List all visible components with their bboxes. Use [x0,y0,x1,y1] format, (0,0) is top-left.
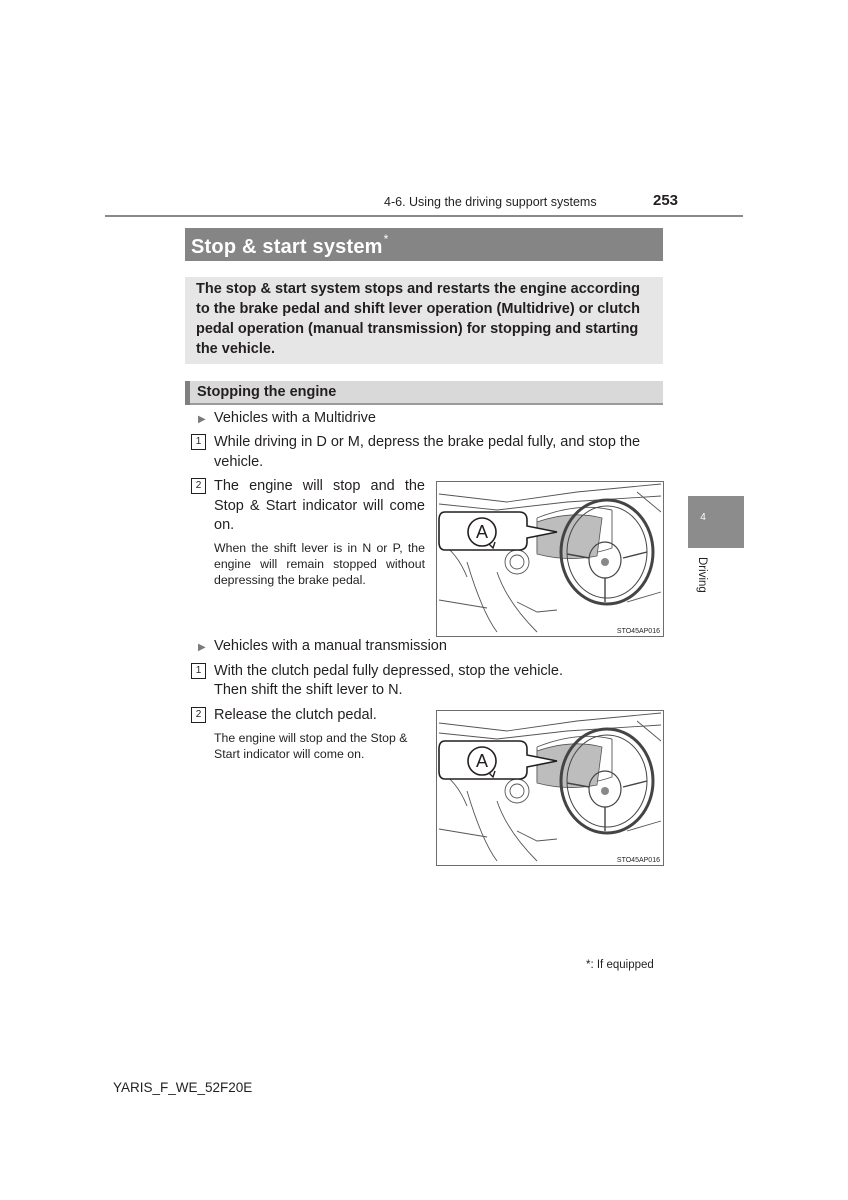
title-text: Stop & start system [191,236,383,258]
manual-step1-cont: Then shift the shift lever to N. [214,682,403,698]
manual-step2: Release the clutch pedal. [214,707,377,723]
document-code: YARIS_F_WE_52F20E [113,1080,253,1095]
triangle-bullet-icon: ▶ [198,414,206,425]
dashboard-drawing [437,711,663,865]
step-number-box: 2 [191,707,206,723]
callout-letter: A [475,751,489,771]
manual-heading: Vehicles with a manual transmission [214,638,447,654]
chapter-label: Driving [696,557,708,593]
multidrive-step2: The engine will stop and the Stop & Start indicator will come on. [214,478,425,533]
running-header: 4-6. Using the driving support systems [384,195,597,209]
dashboard-illustration [436,481,664,637]
intro-text: The stop & start system stops and restarts the engine according to the brake pedal and shift lever operation (Multidrive) or clutch pedal operation (manual transmission) for stopping and starting the vehicle. [196,281,640,357]
multidrive-step1: While driving in D or M, depress the brake pedal fully, and stop the vehicle. [214,434,641,470]
step-number-box: 2 [191,478,206,494]
figure-code: STO45AP016 [616,857,660,864]
header-divider [105,215,743,217]
page-number: 253 [653,192,679,209]
chapter-number: 4 [700,512,706,523]
subheading: Stopping the engine [197,384,337,400]
callout-letter: A [475,522,489,542]
manual-step1: With the clutch pedal fully depressed, stop the vehicle. [214,663,563,679]
subheading-accent [185,381,190,405]
figure-code: STO45AP016 [616,628,660,635]
multidrive-heading: Vehicles with a Multidrive [214,410,376,426]
step-number-box: 1 [191,663,206,679]
triangle-bullet-icon: ▶ [198,642,206,653]
title-marker: * [383,232,389,246]
step-number-box: 1 [191,434,206,450]
dashboard-illustration [436,710,664,866]
footnote: *: If equipped [586,959,654,971]
multidrive-step2-note: When the shift lever is in N or P, the engine will remain stopped without depressing the brake pedal. [214,541,425,587]
page-title [191,232,389,259]
manual-step2-note: The engine will stop and the Stop & Start indicator will come on. [214,731,408,761]
dashboard-drawing [437,482,663,636]
